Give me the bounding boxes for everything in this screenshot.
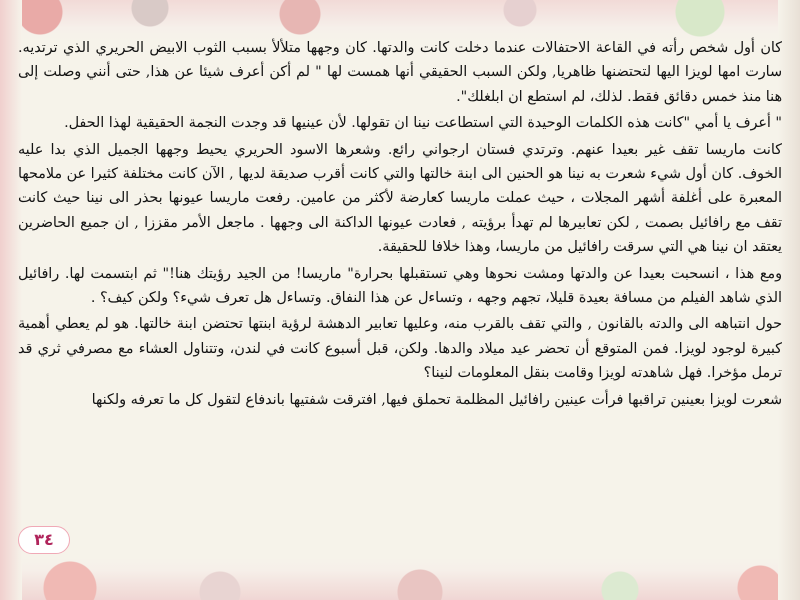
paragraph: كان أول شخص رأته في القاعة الاحتفالات عندما دخلت كانت والدتها. كان وجهها متلألأ بسبب الثوب الابيض الحريري الذي ترتديه. سارت امها لويزا اليها لتحتضنها ظاهريا, ولكن السبب الحقيقي أنها همست لها " لم أكن أعرف شيئا عن هذا, حتى أنني وصلت إلى هنا منذ خمس دقائق فقط. لذلك، لم استطع ان ابلغلك".: [18, 40, 782, 105]
page-text-body: [18, 36, 782, 566]
paragraph: كانت ماريسا تقف غير بعيدا عنهم. وترتدي فستان ارجواني رائع. وشعرها الاسود الحريري يحيط وجهها الجميل الذي بدا عليه الخوف. كان أول شيء شعرت به نينا هو الحنين الى ابنة خالتها والتي كانت أقرب صديقة لديها , الآن كانت مختلفة كثيرا عن ملامحها المعبرة على أغلفة أشهر المجلات ، حيث عملت ماريسا كعارضة لأكثر من عامين. رفعت ماريسا عيونها بحذر الى نينا حيث كانت تقف مع رافائيل بصمت , لكن تعابيرها لم تهدأ برؤيته , فعادت عيونها الداكنة الى وجهها . ماجعل الأمر مقززا , ان جميع الحاضرين يعتقد ان نينا هي التي سرقت رافائيل من ماريسا، وهذا خلافا للحقيقة.: [18, 141, 782, 256]
page-number-badge: ٣٤: [18, 526, 70, 554]
paragraph: حول انتباهه الى والدته بالقانون , والتي تقف بالقرب منه، وعليها تعابير الدهشة لرؤية ابنتها تحتضن ابنة خالتها. هو لم يعطي أهمية كبيرة لوجود لويزا. فمن المتوقع أن تحضر عيد ميلاد والدها. ولكن، قبل أسبوع كانت في لندن، وتتناول العشاء مع مصرفي ثري قد ترمل مؤخرا. فهل شاهدته لويزا وقامت بنقل المعلومات لنينا؟: [18, 316, 782, 382]
paragraph: شعرت لويزا بعينين تراقبها فرأت عينين رافائيل المظلمة تحملق فيها, افترقت شفتيها باندفاع لتقول كل ما تعرفه ولكنها: [91, 391, 782, 408]
paragraph: " أعرف يا أمي "كانت هذه الكلمات الوحيدة التي استطاعت نينا ان تقولها. لأن عينيها قد وجدت النجمة الحقيقية لهذا الحفل.: [64, 115, 782, 132]
paragraph: ومع هذا ، انسحبت بعيدا عن والدتها ومشت نحوها وهي تستقبلها بحرارة" ماريسا! من الجيد رؤيتك هنا!" ثم ابتسمت لها. رافائيل الذي شاهد الفيلم من مسافة بعيدة قليلا، تجهم وجهه ، وتساءل عن هذا النفاق. وتساءل هل تعرف شيء؟ ولكن كيف؟ .: [18, 265, 782, 307]
floral-border-top: [0, 0, 800, 40]
